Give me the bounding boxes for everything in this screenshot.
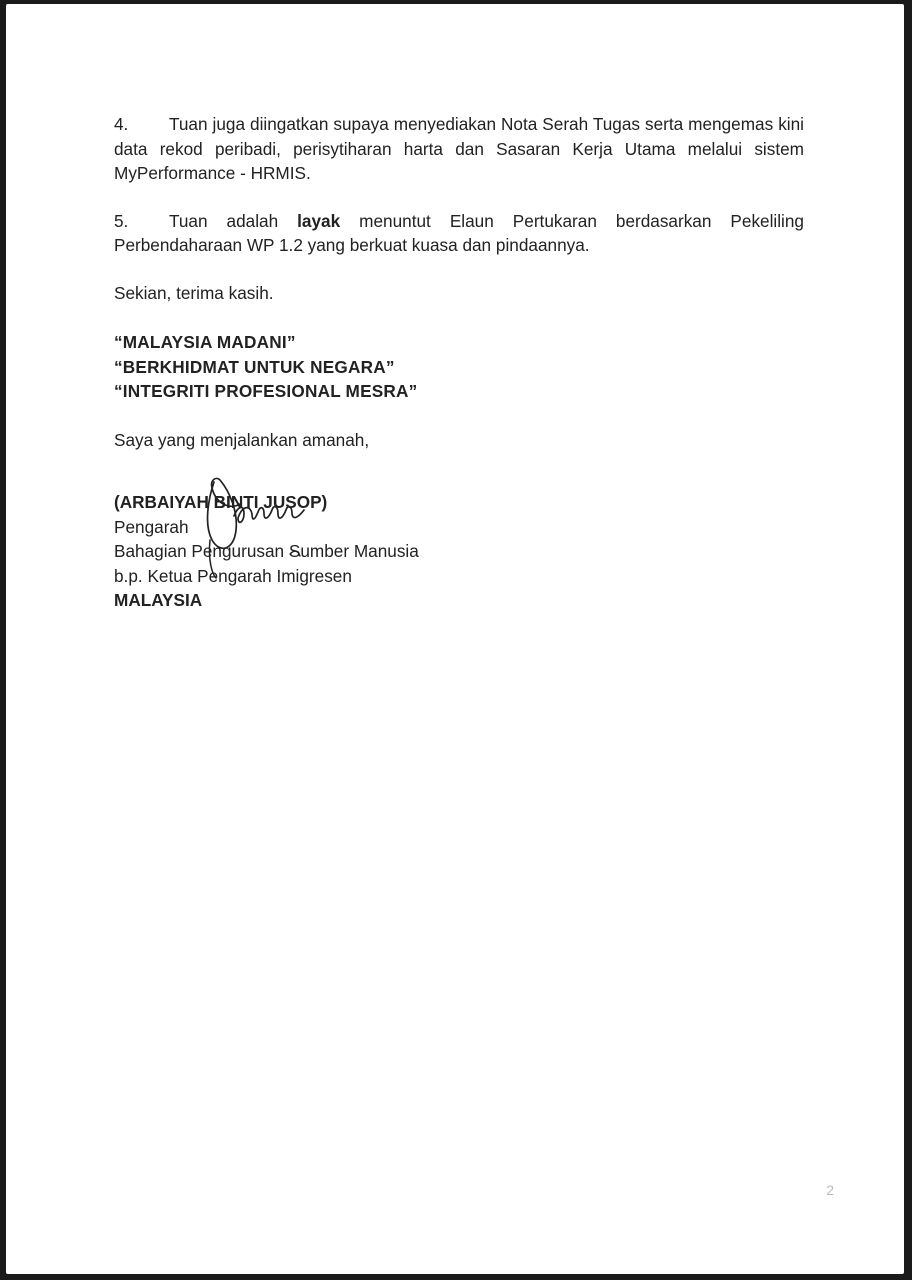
paragraph-5-number: 5. <box>114 210 129 231</box>
closing-line: Sekian, terima kasih. <box>114 282 274 303</box>
document-page <box>6 4 904 1274</box>
signatory-division: Bahagian Pengurusan Sumber Manusia <box>114 541 419 561</box>
paragraph-4 <box>114 112 804 186</box>
paragraph-5-text-before: Tuan adalah <box>169 210 298 231</box>
motto-line-2: “BERKHIDMAT UNTUK NEGARA” <box>114 356 395 377</box>
motto-line-1: “MALAYSIA MADANI” <box>114 332 296 352</box>
paragraph-5-text-after: menuntut Elaun Pertukaran berdasarkan Pekeliling Perbendaharaan WP 1.2 yang berkuat kuasa dan pindaannya. <box>114 210 804 255</box>
motto-block <box>114 330 804 404</box>
signatory-title: Pengarah <box>114 516 189 537</box>
signature-block <box>114 490 804 613</box>
paragraph-4-text: Tuan juga diingatkan supaya menyediakan Nota Serah Tugas serta mengemas kini data rekod peribadi, perisytiharan harta dan Sasaran Kerja Utama melalui sistem MyPerformance - HRMIS. <box>114 114 804 183</box>
signatory-country: MALAYSIA <box>114 590 203 610</box>
paragraph-4-number: 4. <box>114 114 129 134</box>
paragraph-5 <box>114 209 804 258</box>
page-number: 2 <box>826 1182 834 1198</box>
motto-line-3: “INTEGRITI PROFESIONAL MESRA” <box>114 381 418 401</box>
letter-body <box>114 112 804 613</box>
paragraph-5-bold-word: layak <box>297 210 341 231</box>
signatory-name: (ARBAIYAH BINTI JUSOP) <box>114 492 328 512</box>
signatory-on-behalf: b.p. Ketua Pengarah Imigresen <box>114 565 352 586</box>
signature-intro: Saya yang menjalankan amanah, <box>114 429 370 450</box>
